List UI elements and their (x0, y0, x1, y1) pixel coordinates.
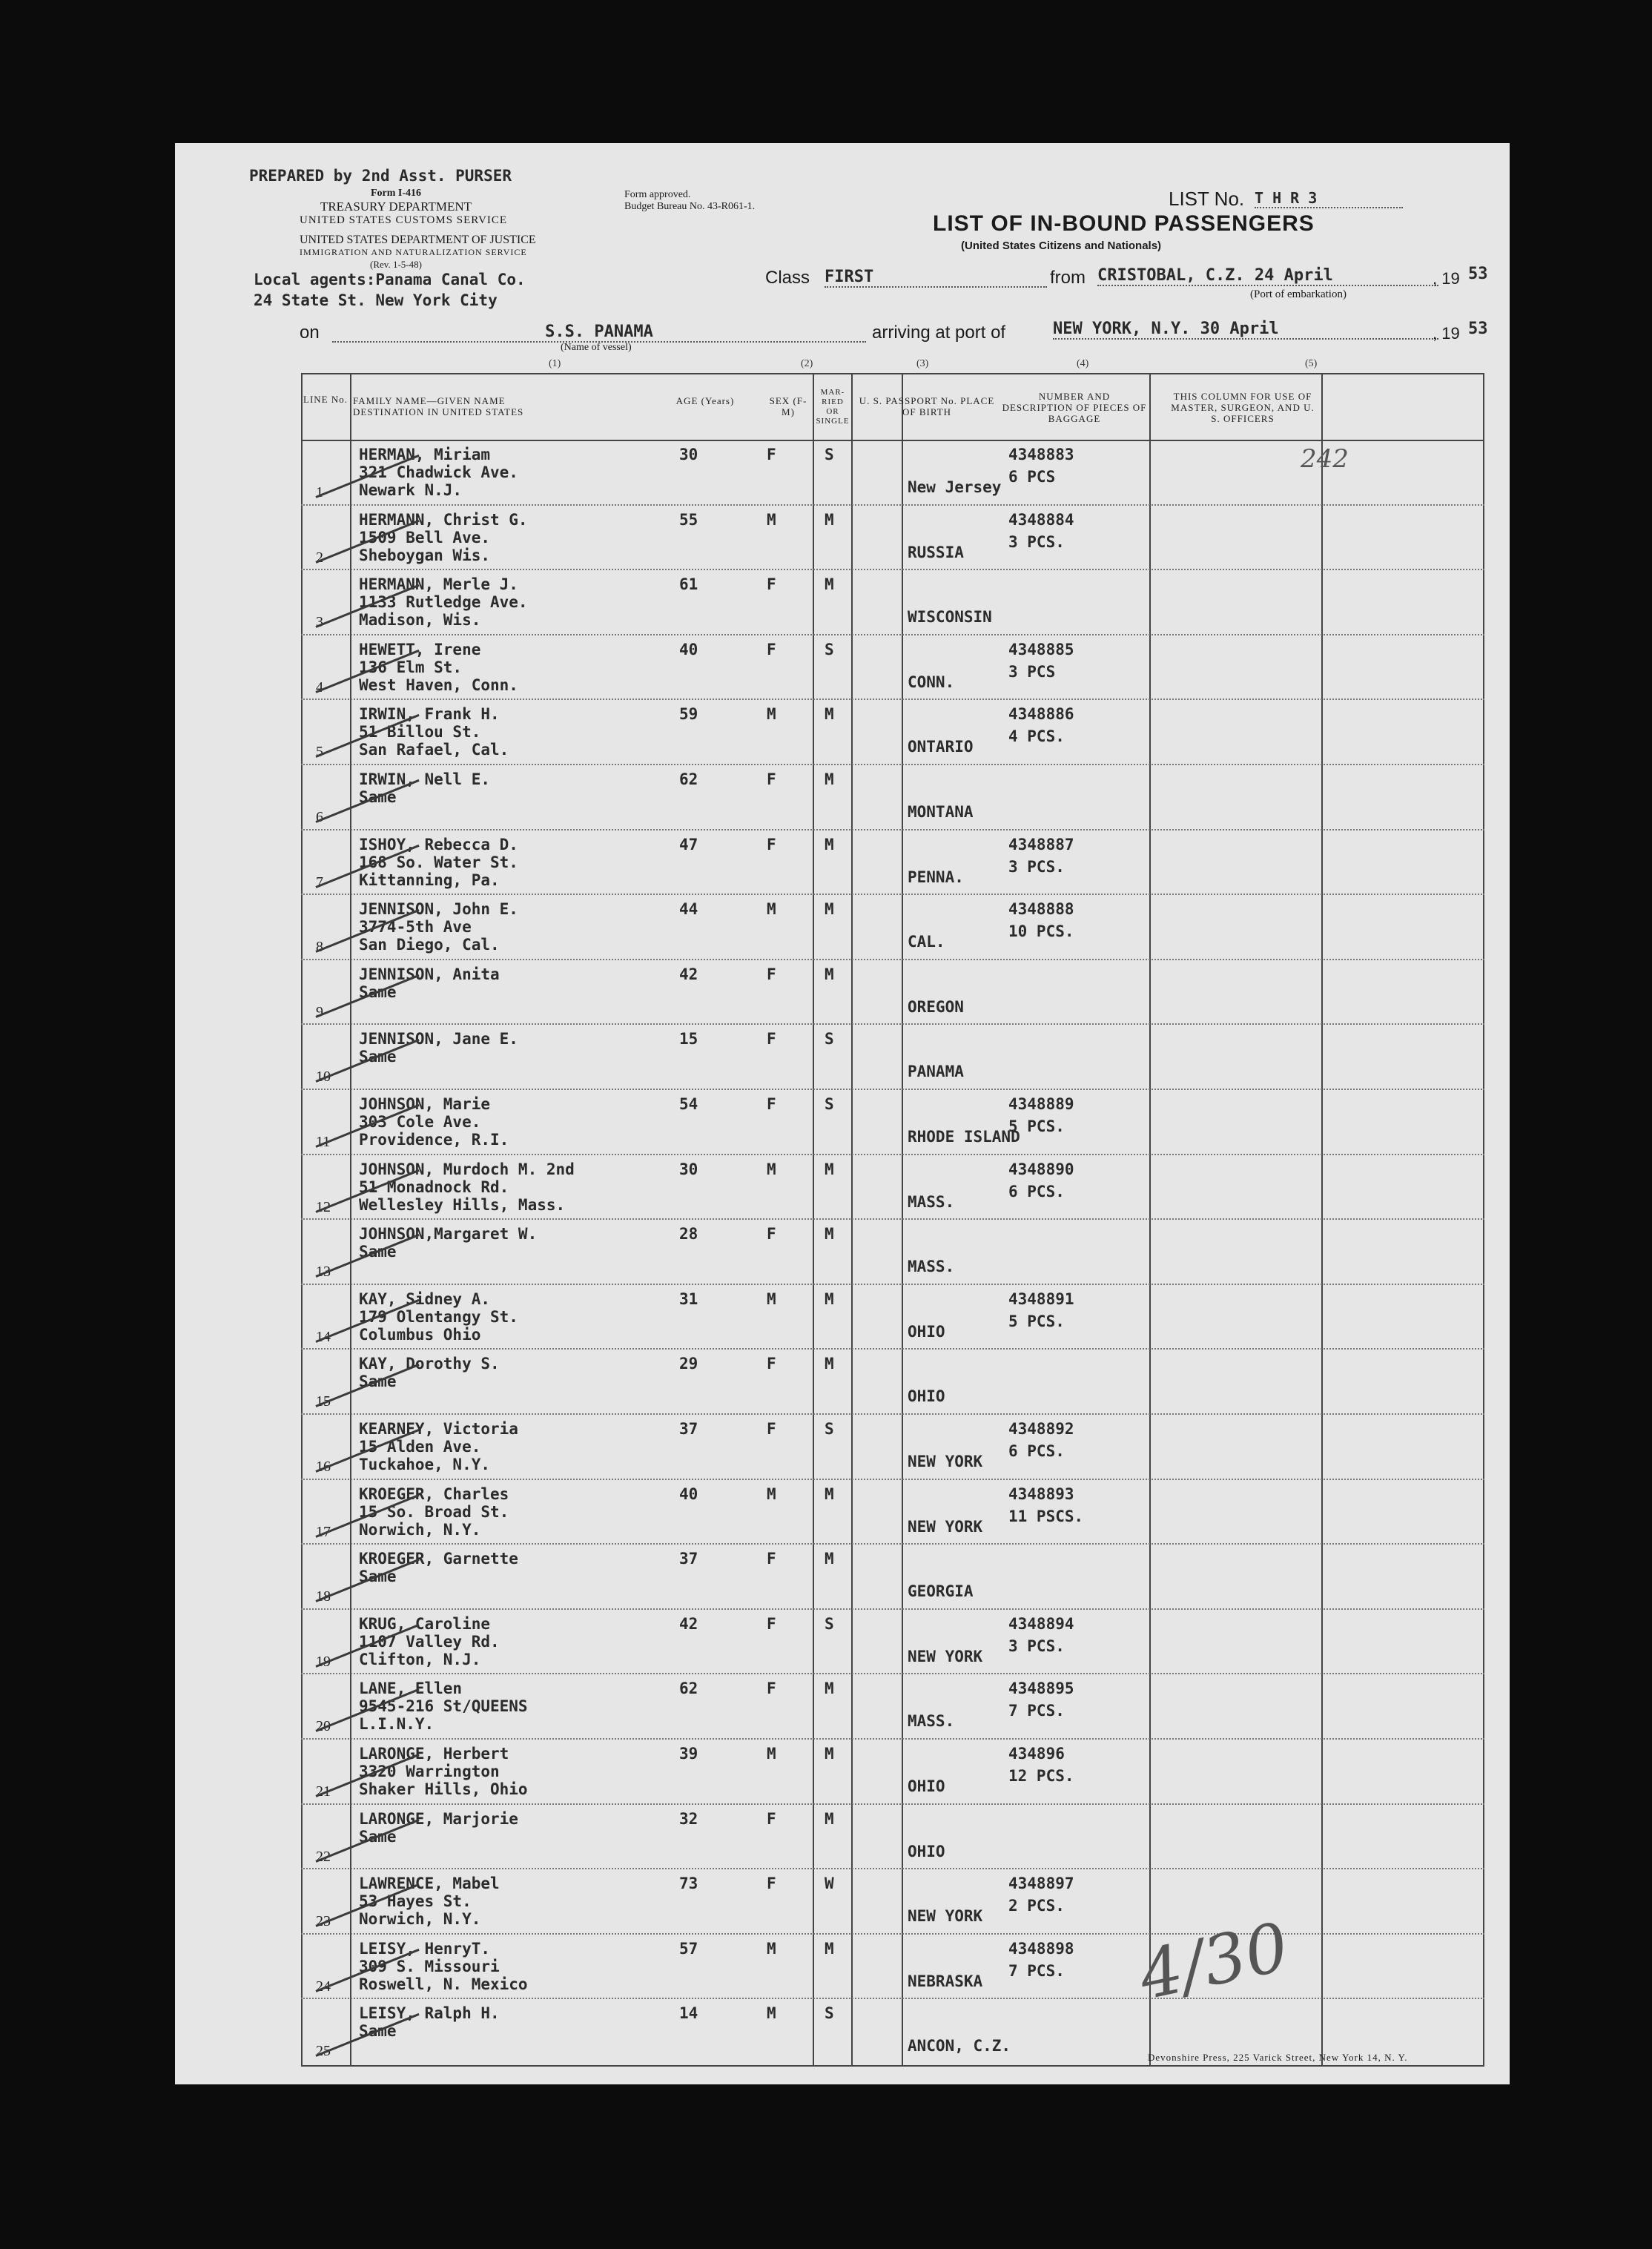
from-label: from (1050, 268, 1086, 288)
passenger-sex: M (767, 900, 776, 919)
place-of-birth: WISCONSIN (908, 608, 992, 627)
table-row (301, 1934, 1484, 1998)
line-number: 11 (316, 1134, 331, 1150)
marital-status: S (825, 640, 834, 658)
from-year: 53 (1468, 265, 1488, 283)
place-of-birth: NEW YORK (908, 1453, 983, 1470)
address-line-2: Providence, R.I. (359, 1131, 509, 1149)
baggage-pieces: 12 PCS. (1008, 1767, 1074, 1785)
address-line-2: Kittanning, Pa. (359, 871, 500, 889)
column-number-5: (5) (1305, 358, 1318, 369)
passenger-age: 32 (679, 1809, 698, 1828)
passenger-sex: F (767, 1225, 776, 1244)
passenger-sex: F (767, 1095, 776, 1113)
passenger-name: JOHNSON, Marie (359, 1095, 491, 1113)
passenger-sex: F (767, 1420, 776, 1438)
passenger-name: KAY, Dorothy S. (359, 1355, 500, 1373)
customs-service: UNITED STATES CUSTOMS SERVICE (300, 214, 508, 226)
baggage-number: 4348888 (1008, 900, 1074, 919)
place-of-birth: RHODE ISLAND (908, 1128, 1020, 1146)
passenger-name: KRUG, Caroline (359, 1614, 491, 1633)
table-row (301, 764, 1484, 829)
passenger-sex: F (767, 575, 776, 594)
baggage-pieces: 10 PCS. (1008, 922, 1074, 941)
address-line-1: 136 Elm St. (359, 658, 463, 676)
address-line-1: Same (359, 1048, 397, 1066)
marital-status: M (825, 835, 834, 853)
place-of-birth: PENNA. (908, 868, 964, 886)
passenger-sex: M (767, 1745, 776, 1763)
passenger-age: 62 (679, 770, 698, 788)
marital-status: M (825, 1355, 834, 1373)
line-number: 19 (316, 1653, 331, 1670)
baggage-number: 4348897 (1008, 1875, 1074, 1893)
table-row (301, 569, 1484, 634)
passenger-name: JENNISON, John E. (359, 900, 518, 919)
place-of-birth: NEW YORK (908, 1907, 983, 1926)
passenger-name: LEISY, HenryT. (359, 1939, 491, 1958)
passenger-name: LEISY, Ralph H. (359, 2004, 500, 2023)
baggage-pieces: 6 PCS (1008, 468, 1056, 486)
address-line-1: 1509 Bell Ave. (359, 528, 491, 546)
address-line-1: Same (359, 1827, 397, 1846)
marital-status: M (825, 1550, 834, 1568)
arrival-year: 53 (1468, 320, 1488, 338)
passenger-sex: M (767, 1939, 776, 1958)
line-number: 1 (316, 484, 323, 501)
passenger-name: LANE, Ellen (359, 1680, 463, 1698)
revision: (Rev. 1-5-48) (370, 259, 422, 270)
passenger-age: 44 (679, 900, 698, 919)
address-line-1: 15 So. Broad St. (359, 1502, 509, 1521)
table-row (301, 960, 1484, 1024)
passenger-name: LAWRENCE, Mabel (359, 1875, 500, 1893)
marital-status: M (825, 1939, 834, 1958)
baggage-pieces: 3 PCS. (1008, 532, 1065, 551)
line-number: 12 (316, 1198, 331, 1215)
passenger-sex: F (767, 1875, 776, 1893)
address-line-2: Norwich, N.Y. (359, 1520, 481, 1539)
line-number: 21 (316, 1783, 331, 1800)
marital-status: S (825, 446, 834, 463)
line-number: 23 (316, 1913, 331, 1930)
line-number: 16 (316, 1459, 331, 1475)
passenger-age: 47 (679, 835, 698, 853)
line-number: 10 (316, 1069, 331, 1086)
passenger-age: 30 (679, 446, 698, 463)
passenger-age: 40 (679, 640, 698, 658)
table-row (301, 1024, 1484, 1089)
baggage-number: 434896 (1008, 1745, 1065, 1763)
passenger-sex: F (767, 965, 776, 983)
place-of-birth: CAL. (908, 933, 945, 951)
immigration-service: IMMIGRATION AND NATURALIZATION SERVICE (300, 247, 527, 257)
marital-status: M (825, 1809, 834, 1828)
address-line-1: 309 S. Missouri (359, 1957, 500, 1975)
address-line-1: Same (359, 1243, 397, 1261)
passenger-age: 57 (679, 1939, 698, 1958)
baggage-pieces: 5 PCS. (1008, 1117, 1065, 1135)
place-of-birth: OHIO (908, 1777, 945, 1795)
address-line-2: Roswell, N. Mexico (359, 1975, 528, 1993)
place-of-birth: OHIO (908, 1322, 945, 1341)
column-number-4: (4) (1077, 358, 1089, 369)
marital-status: S (825, 1420, 834, 1438)
passenger-age: 54 (679, 1095, 698, 1113)
passenger-age: 62 (679, 1680, 698, 1698)
passenger-name: JOHNSON,Margaret W. (359, 1225, 538, 1244)
on-label: on (300, 323, 320, 343)
address-line-2: Norwich, N.Y. (359, 1910, 481, 1929)
passenger-age: 40 (679, 1485, 698, 1503)
passenger-table (301, 373, 1484, 2067)
place-of-birth: MASS. (908, 1192, 955, 1211)
line-number: 25 (316, 2043, 331, 2060)
baggage-pieces: 3 PCS (1008, 662, 1056, 681)
marital-status: M (825, 575, 834, 594)
address-line-1: Same (359, 1373, 397, 1391)
arrival-year-prefix: , 19 (1433, 324, 1460, 343)
marital-status: M (825, 1225, 834, 1244)
passenger-rows (301, 440, 1484, 2067)
passenger-sex: M (767, 1289, 776, 1308)
passenger-age: 42 (679, 965, 698, 983)
marital-status: S (825, 1095, 834, 1113)
address-line-2: Columbus Ohio (359, 1325, 481, 1344)
address-line-1: Same (359, 983, 397, 1001)
place-of-birth: MASS. (908, 1712, 955, 1731)
baggage-pieces: 7 PCS. (1008, 1702, 1065, 1720)
baggage-pieces: 11 PSCS. (1008, 1507, 1084, 1525)
table-row (301, 1739, 1484, 1803)
from-value: CRISTOBAL, C.Z. 24 April (1097, 266, 1438, 286)
column-number-3: (3) (916, 358, 929, 369)
header-passport: U. S. PASSPORT No. PLACE OF BIRTH (859, 395, 995, 417)
column-number-1: (1) (549, 358, 561, 369)
table-row (301, 440, 1484, 504)
place-of-birth: OHIO (908, 1842, 945, 1860)
baggage-number: 4348885 (1008, 640, 1074, 658)
line-number: 22 (316, 1848, 331, 1865)
line-number: 20 (316, 1718, 331, 1735)
line-number: 2 (316, 549, 323, 566)
list-no-label: LIST No. (1169, 188, 1245, 210)
marital-status: M (825, 965, 834, 983)
line-number: 24 (316, 1978, 331, 1995)
header-name: FAMILY NAME—GIVEN NAME DESTINATION IN UNITED STATES (353, 395, 524, 417)
passenger-name: HEWETT, Irene (359, 640, 481, 658)
passenger-sex: M (767, 705, 776, 724)
passenger-sex: M (767, 1160, 776, 1178)
place-of-birth: New Jersey (908, 478, 1002, 496)
local-agents-line1: Local agents:Panama Canal Co. (254, 271, 526, 288)
baggage-number: 4348892 (1008, 1420, 1074, 1438)
form-approved: Form approved. (624, 189, 691, 200)
table-row (301, 699, 1484, 764)
passenger-name: LARONGE, Marjorie (359, 1809, 518, 1828)
document-title: LIST OF IN-BOUND PASSENGERS (933, 211, 1315, 236)
baggage-pieces: 3 PCS. (1008, 1637, 1065, 1655)
baggage-number: 4348887 (1008, 835, 1074, 853)
table-row (301, 1089, 1484, 1154)
passenger-name: ISHOY, Rebecca D. (359, 835, 518, 853)
place-of-birth: OHIO (908, 1387, 945, 1406)
address-line-2: San Rafael, Cal. (359, 741, 509, 759)
passenger-name: KROEGER, Charles (359, 1485, 509, 1503)
marital-status: M (825, 510, 834, 529)
place-of-birth: OREGON (908, 997, 964, 1016)
officer-signature: 4/30 (1132, 1908, 1295, 2015)
passenger-age: 15 (679, 1030, 698, 1048)
place-of-birth: PANAMA (908, 1063, 964, 1081)
address-line-2: Wellesley Hills, Mass. (359, 1195, 566, 1214)
passenger-name: HERMAN, Miriam (359, 446, 491, 463)
table-row (301, 1414, 1484, 1479)
table-row (301, 1349, 1484, 1413)
header-sex: SEX (F-M) (769, 395, 807, 417)
marital-status: M (825, 1485, 834, 1503)
passenger-age: 28 (679, 1225, 698, 1244)
marital-status: M (825, 1745, 834, 1763)
passenger-sex: F (767, 640, 776, 658)
passenger-sex: F (767, 1030, 776, 1048)
line-number: 17 (316, 1523, 331, 1540)
passenger-sex: F (767, 1550, 776, 1568)
passenger-name: JOHNSON, Murdoch M. 2nd (359, 1160, 575, 1178)
column-number-2: (2) (801, 358, 813, 369)
address-line-1: Same (359, 788, 397, 806)
address-line-1: 179 Olentangy St. (359, 1307, 518, 1326)
line-number: 4 (316, 678, 323, 696)
arriving-label: arriving at port of (872, 323, 1006, 343)
address-line-1: 1133 Rutledge Ave. (359, 593, 528, 612)
address-line-2: Madison, Wis. (359, 611, 481, 630)
baggage-number: 4348890 (1008, 1160, 1074, 1178)
arriving-value: NEW YORK, N.Y. 30 April (1053, 320, 1438, 340)
header-married: MAR-RIED OR SINGLE (816, 388, 850, 426)
table-row (301, 505, 1484, 569)
line-number: 7 (316, 873, 323, 891)
passenger-sex: F (767, 1809, 776, 1828)
address-line-1: 9545-216 St/QUEENS (359, 1697, 528, 1716)
class-label: Class (765, 268, 810, 288)
marital-status: S (825, 1030, 834, 1048)
baggage-pieces: 6 PCS. (1008, 1182, 1065, 1201)
passenger-sex: F (767, 1680, 776, 1698)
passenger-sex: F (767, 446, 776, 463)
passenger-name: KAY, Sidney A. (359, 1289, 491, 1308)
table-row (301, 1804, 1484, 1869)
passenger-age: 37 (679, 1550, 698, 1568)
list-no-value: T H R 3 (1255, 189, 1403, 208)
line-number: 13 (316, 1264, 331, 1281)
marital-status: M (825, 1680, 834, 1698)
address-line-2: Newark N.J. (359, 481, 463, 499)
passenger-name: KROEGER, Garnette (359, 1550, 518, 1568)
class-value: FIRST (825, 268, 1047, 288)
passenger-age: 30 (679, 1160, 698, 1178)
passenger-sex: F (767, 1614, 776, 1633)
place-of-birth: NEBRASKA (908, 1972, 983, 1990)
marital-status: M (825, 1289, 834, 1308)
baggage-pieces: 3 PCS. (1008, 857, 1065, 876)
table-row (301, 1544, 1484, 1608)
table-row (301, 1869, 1484, 1933)
baggage-pieces: 5 PCS. (1008, 1312, 1065, 1330)
form-number: Form I-416 (370, 188, 422, 199)
port-embarkation-caption: (Port of embarkation) (1250, 288, 1347, 300)
passenger-age: 29 (679, 1355, 698, 1373)
table-row (301, 1479, 1484, 1544)
header-officers: THIS COLUMN FOR USE OF MASTER, SURGEON, AND U. S. OFFICERS (1171, 391, 1315, 424)
address-line-1: 51 Monadnock Rd. (359, 1178, 509, 1196)
place-of-birth: MASS. (908, 1258, 955, 1276)
passenger-sex: F (767, 835, 776, 853)
passenger-name: HERMANN, Merle J. (359, 575, 518, 594)
baggage-number: 4348883 (1008, 446, 1074, 463)
officer-note: 242 (1301, 444, 1349, 474)
place-of-birth: NEW YORK (908, 1517, 983, 1536)
line-number: 9 (316, 1003, 323, 1020)
baggage-pieces: 4 PCS. (1008, 727, 1065, 746)
line-number: 3 (316, 614, 323, 631)
line-number: 15 (316, 1393, 331, 1410)
passenger-age: 55 (679, 510, 698, 529)
marital-status: M (825, 770, 834, 788)
department-of-justice: UNITED STATES DEPARTMENT OF JUSTICE (300, 234, 536, 246)
baggage-number: 4348891 (1008, 1289, 1074, 1308)
baggage-pieces: 7 PCS. (1008, 1961, 1065, 1980)
place-of-birth: MONTANA (908, 803, 974, 821)
passenger-age: 39 (679, 1745, 698, 1763)
passenger-sex: M (767, 2004, 776, 2023)
passenger-age: 31 (679, 1289, 698, 1308)
document-subtitle: (United States Citizens and Nationals) (961, 240, 1162, 252)
table-row (301, 1155, 1484, 1219)
passenger-age: 59 (679, 705, 698, 724)
passenger-age: 61 (679, 575, 698, 594)
marital-status: S (825, 2004, 834, 2023)
line-number: 6 (316, 809, 323, 825)
address-line-1: 303 Cole Ave. (359, 1113, 481, 1131)
address-line-2: San Diego, Cal. (359, 936, 500, 954)
baggage-number: 4348886 (1008, 705, 1074, 724)
table-row (301, 894, 1484, 959)
address-line-1: 3320 Warrington (359, 1763, 500, 1780)
line-number: 18 (316, 1588, 331, 1605)
place-of-birth: GEORGIA (908, 1582, 974, 1601)
passenger-age: 42 (679, 1614, 698, 1633)
address-line-2: Clifton, N.J. (359, 1650, 481, 1668)
line-number: 5 (316, 744, 323, 761)
address-line-1: 3774-5th Ave (359, 918, 472, 937)
baggage-number: 4348893 (1008, 1485, 1074, 1503)
budget-bureau: Budget Bureau No. 43-R061-1. (624, 201, 756, 212)
prepared-by: PREPARED by 2nd Asst. PURSER (249, 167, 512, 185)
passenger-sex: M (767, 1485, 776, 1503)
line-number: 14 (316, 1328, 331, 1345)
address-line-1: 168 So. Water St. (359, 853, 518, 871)
header-age: AGE (Years) (675, 395, 735, 406)
printer-footer: Devonshire Press, 225 Varick Street, New York 14, N. Y. (1148, 2052, 1408, 2063)
table-row (301, 1284, 1484, 1349)
marital-status: M (825, 900, 834, 919)
passenger-age: 73 (679, 1875, 698, 1893)
baggage-number: 4348898 (1008, 1939, 1074, 1958)
passenger-sex: F (767, 770, 776, 788)
address-line-2: L.I.N.Y. (359, 1715, 435, 1734)
address-line-1: 1107 Valley Rd. (359, 1632, 500, 1651)
baggage-number: 4348894 (1008, 1614, 1074, 1633)
header-line-no: LINE No. (303, 394, 348, 405)
table-row (301, 1609, 1484, 1674)
place-of-birth: CONN. (908, 673, 955, 691)
passenger-name: IRWIN, Nell E. (359, 770, 491, 788)
baggage-number: 4348889 (1008, 1095, 1074, 1113)
address-line-1: 15 Alden Ave. (359, 1438, 481, 1456)
place-of-birth: NEW YORK (908, 1647, 983, 1665)
baggage-pieces: 2 PCS. (1008, 1897, 1065, 1915)
address-line-2: West Haven, Conn. (359, 676, 518, 694)
passenger-age: 14 (679, 2004, 698, 2023)
passenger-name: LARONGE, Herbert (359, 1745, 509, 1763)
table-row (301, 635, 1484, 699)
address-line-1: 321 Chadwick Ave. (359, 463, 518, 481)
baggage-pieces: 6 PCS. (1008, 1442, 1065, 1460)
table-row (301, 1674, 1484, 1738)
passenger-sex: F (767, 1355, 776, 1373)
address-line-1: Same (359, 1568, 397, 1586)
passenger-name: JENNISON, Jane E. (359, 1030, 518, 1048)
local-agents-line2: 24 State St. New York City (254, 291, 498, 309)
place-of-birth: RUSSIA (908, 543, 964, 561)
place-of-birth: ANCON, C.Z. (908, 2037, 1011, 2055)
passenger-sex: M (767, 510, 776, 529)
address-line-2: Sheboygan Wis. (359, 546, 491, 564)
address-line-2: Tuckahoe, N.Y. (359, 1456, 491, 1473)
address-line-1: Same (359, 2022, 397, 2041)
address-line-1: 53 Hayes St. (359, 1892, 472, 1911)
address-line-2: Shaker Hills, Ohio (359, 1780, 528, 1798)
marital-status: M (825, 705, 834, 724)
table-row (301, 1219, 1484, 1284)
marital-status: S (825, 1614, 834, 1633)
table-row (301, 830, 1484, 894)
baggage-number: 4348884 (1008, 510, 1074, 529)
marital-status: M (825, 1160, 834, 1178)
passenger-name: JENNISON, Anita (359, 965, 500, 983)
header-baggage: NUMBER AND DESCRIPTION OF PIECES OF BAGGAGE (1002, 391, 1147, 424)
marital-status: W (825, 1875, 834, 1893)
baggage-number: 4348895 (1008, 1680, 1074, 1698)
line-number: 8 (316, 939, 323, 956)
treasury-department: TREASURY DEPARTMENT (320, 199, 472, 214)
passenger-name: KEARNEY, Victoria (359, 1420, 518, 1438)
passenger-list-sheet (175, 143, 1510, 2084)
vessel-caption: (Name of vessel) (561, 342, 632, 353)
passenger-name: IRWIN, Frank H. (359, 705, 500, 724)
passenger-age: 37 (679, 1420, 698, 1438)
vessel-name: S.S. PANAMA (332, 323, 866, 343)
from-year-prefix: , 19 (1433, 269, 1460, 288)
place-of-birth: ONTARIO (908, 738, 974, 756)
address-line-1: 51 Billou St. (359, 723, 481, 742)
passenger-name: HERMANN, Christ G. (359, 510, 528, 529)
